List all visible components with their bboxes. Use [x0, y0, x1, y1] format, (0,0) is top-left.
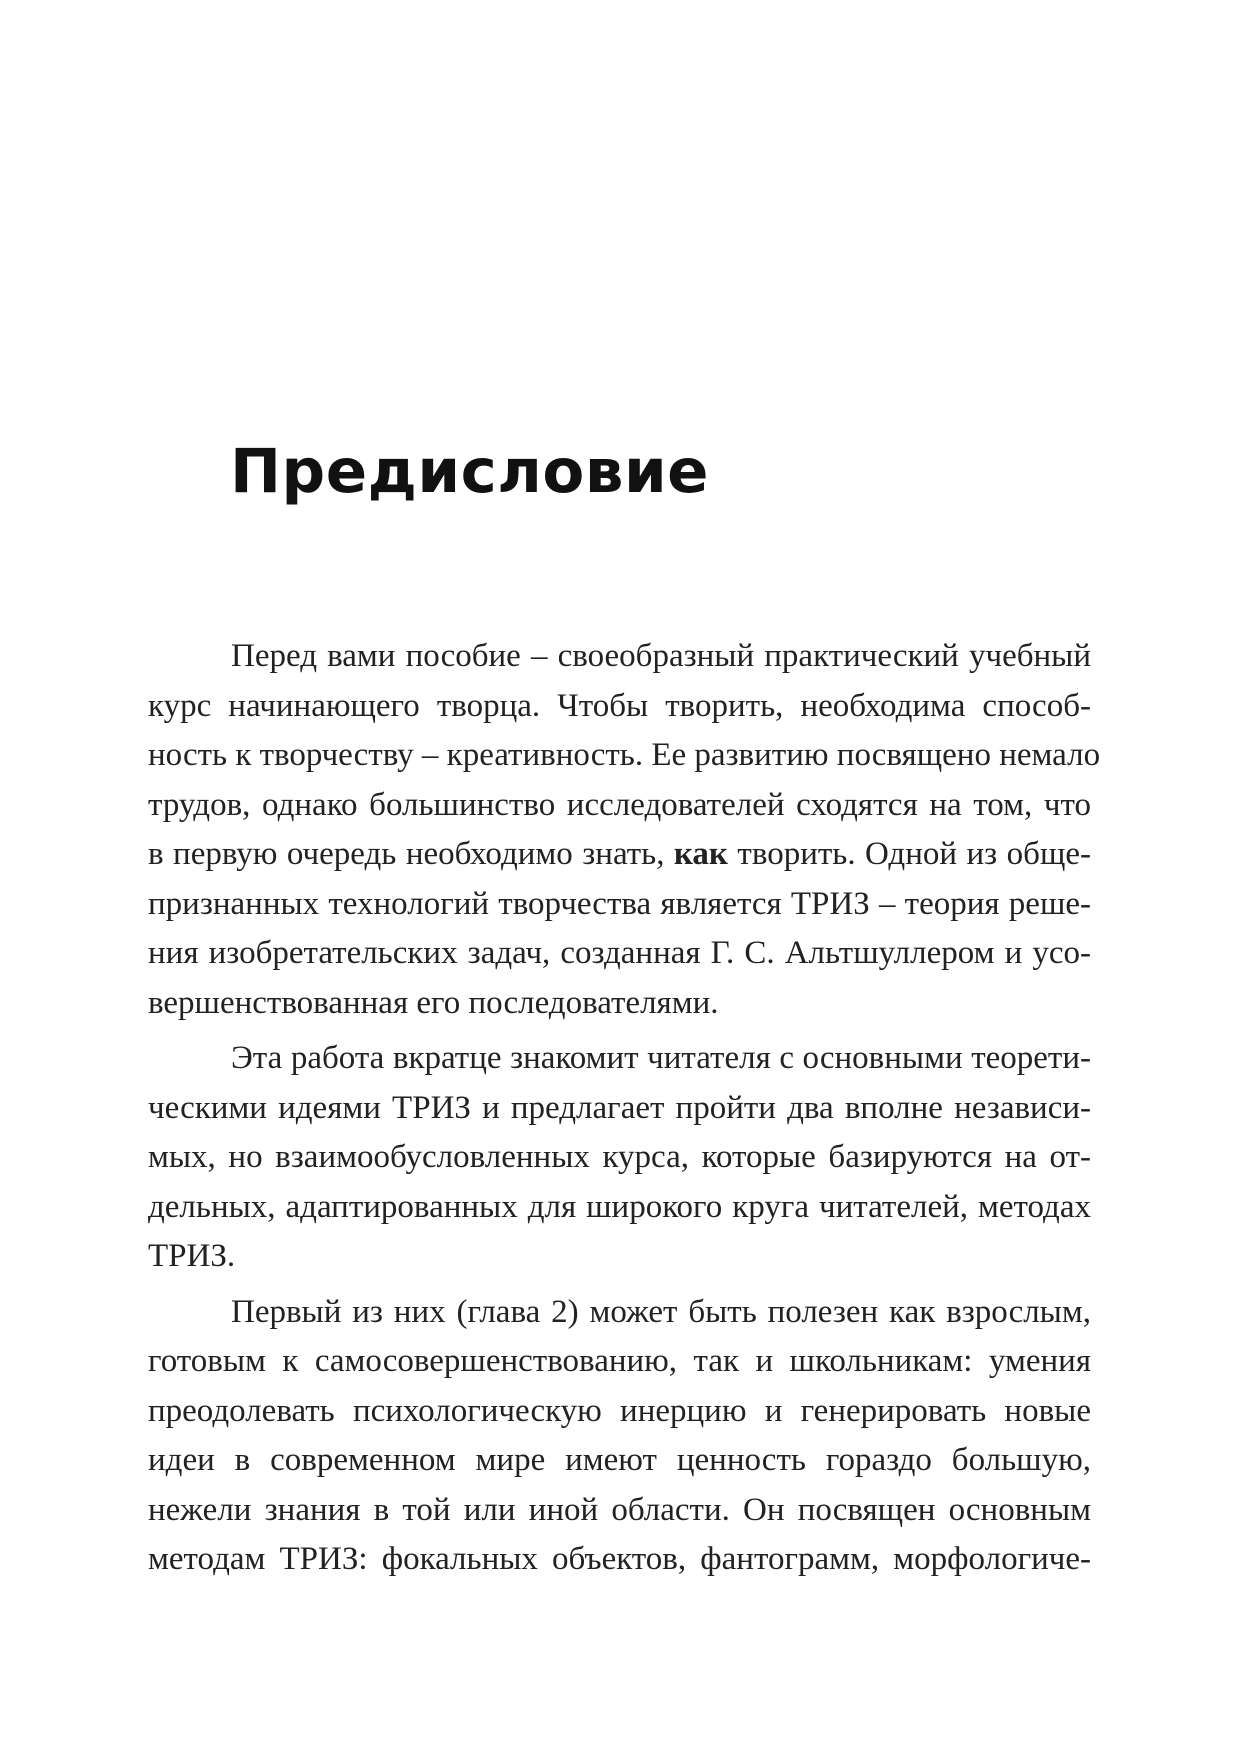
text-fragment: творить. Одной из обще- [727, 836, 1091, 872]
text-line: трудов, однако большинство исследователей сходятся на том, что [148, 786, 1091, 823]
text-line: Перед вами пособие – своеобразный практический учебный [231, 638, 1091, 674]
text-line: ния изобретательских задач, созданная Г. С. Альтшуллером и усо- [148, 935, 1091, 971]
page-title: Предисловие [230, 436, 710, 507]
text-line: идеи в современном мире имеют ценность гораздо большую, [148, 1442, 1091, 1478]
text-fragment: в первую очередь необходимо знать, [148, 836, 674, 872]
text-line: методам ТРИЗ: фокальных объектов, фантограмм, морфологиче- [148, 1541, 1091, 1577]
text-line: ческими идеями ТРИЗ и предлагает пройти два вполне независи- [148, 1089, 1091, 1126]
paragraph [148, 1034, 1091, 1282]
text-line: мых, но взаимообусловленных курса, которые базируются на от- [148, 1139, 1091, 1175]
text-line: ТРИЗ. [148, 1238, 236, 1274]
text-line: вершенствованная его последователями. [148, 984, 719, 1021]
text-line: дельных, адаптированных для широкого круга читателей, методах [148, 1188, 1091, 1225]
body-text [148, 632, 1101, 1585]
text-line: курс начинающего творца. Чтобы творить, необходима способ- [148, 687, 1091, 724]
text-line: ность к творчеству – креативность. Ее развитию посвящено немало [148, 737, 1101, 773]
text-line: готовым к самосовершенствованию, так и школьникам: умения [148, 1343, 1091, 1379]
paragraph [148, 1288, 1091, 1585]
text-line: признанных технологий творчества является ТРИЗ – теория реше- [148, 885, 1091, 922]
emphasis-text: как [673, 836, 728, 872]
paragraph [148, 632, 1101, 1028]
text-line: нежели знания в той или иной области. Он посвящен основным [148, 1491, 1091, 1528]
text-line [148, 830, 1091, 880]
text-line: Первый из них (глава 2) может быть полезен как взрослым, [231, 1293, 1091, 1330]
text-line: преодолевать психологическую инерцию и генерировать новые [148, 1392, 1091, 1429]
text-line: Эта работа вкратце знакомит читателя с основными теорети- [231, 1040, 1091, 1076]
